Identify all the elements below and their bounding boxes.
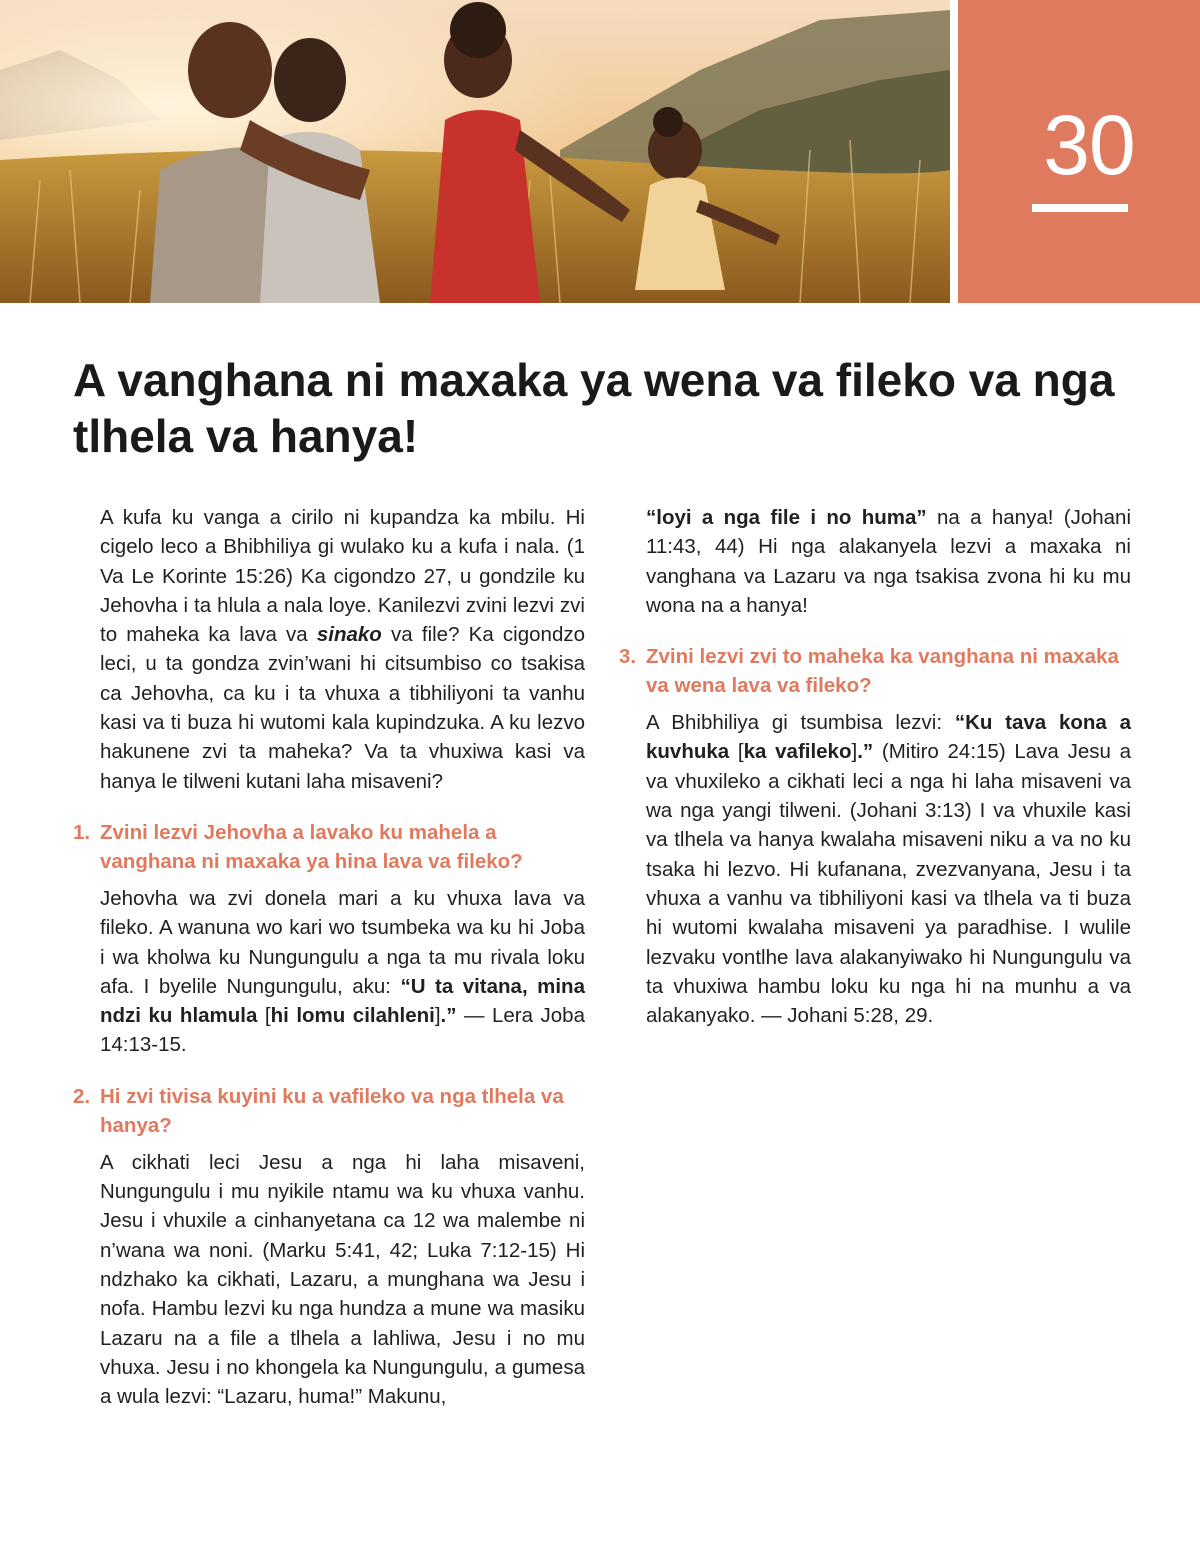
- answer-1-quote-2: hi lomu cilahleni: [270, 1004, 435, 1028]
- answer-3-text-2: (Mitiro 24:15) Lava Jesu a va vhuxileko a cikhati leci a nga hi laha misaveni va wa nga yangi tilweni. (Johani 3:13) I va vhuxile kasi va tlhela va hanya kwalaha misaveni niku a va no ku tsaka hi lezvo. Hi kufanana, zvezvanyana, Jesu i ta vhuxa a vanhu va tibhiliyoni kasi va tlhela va ti buza hi wutomi kwalaha misaveni ya paradhise. I wulile lezvaku vontlhe lava alakanyiwako hi Nungungulu va ta vhuxiwa hambu loku ku nga hi na munhu a va alakanyako. — Johani 5:28, 29.: [646, 740, 1131, 1028]
- family-embrace-illustration: [0, 0, 950, 303]
- page-title: A vanghana ni maxaka ya wena va fileko va nga tlhela va hanya!: [73, 354, 1115, 462]
- question-3-text: Zvini lezvi zvi to maheka ka vanghana ni maxaka va wena lava va fileko?: [646, 645, 1119, 698]
- intro-emphasis: sinako: [316, 623, 382, 647]
- answer-2-quote: “loyi a nga file i no huma”: [646, 506, 927, 529]
- intro-text-1: A kufa ku vanga a cirilo ni kupandza ka mbilu. Hi cigelo leco a Bhibhiliya gi wulako ku a kufa i nala. (1 Va Le Korinte 15:26) Ka cigondzo 27, u gondzile ku Jehovha i ta hlula a nala loye. Kanilezvi zvini lezvi zvi to maheka ka lava va: [100, 506, 585, 647]
- answer-2-paragraph: [73, 1148, 585, 1412]
- answer-1-bracket-open: [: [257, 1004, 271, 1028]
- answer-2-continued: [619, 503, 1131, 620]
- answer-3-quote-end: .”: [857, 740, 874, 764]
- answer-3-paragraph: [619, 708, 1131, 1030]
- answer-2-text-2: na a hanya! (Johani 11:43, 44) Hi nga alakanyela lezvi a maxaka ni vanghana va Lazaru va nga tsakisa zvona hi ku mu wona na a hanya!: [646, 506, 1131, 617]
- question-1-number: 1.: [73, 820, 91, 844]
- question-2-number: 2.: [73, 1084, 91, 1108]
- left-column: [73, 503, 585, 1433]
- question-1-heading: [73, 818, 585, 876]
- question-1-text: Zvini lezvi Jehovha a lavako ku mahela a vanghana ni maxaka ya hina lava va fileko?: [100, 820, 523, 873]
- question-2-text: Hi zvi tivisa kuyini ku a vafileko va nga tlhela va hanya?: [100, 1084, 564, 1137]
- answer-3-quote-2: ka vafileko: [743, 740, 852, 764]
- answer-3-quote-1: “Ku tava kona a kuvhuka: [646, 711, 1131, 764]
- question-3-heading: [619, 642, 1131, 700]
- answer-3-text-1: A Bhibhiliya gi tsumbisa lezvi:: [646, 711, 955, 735]
- answer-3-bracket-open: [: [729, 740, 744, 764]
- answer-2-text-1: A cikhati leci Jesu a nga hi laha misaveni, Nungungulu i mu nyikile ntamu wa ku vhuxa vanhu. Jesu i vhuxile a cinhanyetana ca 12 wa malembe ni n’wana wa noni. (Marku 5:41, 42; Luka 7:12-15) Hi ndzhako ka cikhati, Lazaru, a munghana wa Jesu i nofa. Hambu lezvi ku nga hundza a mune wa masiku Lazaru na a file a tlhela a lahliwa, Jesu i no mu vhuxa. Jesu i no khongela ka Nungungulu, a gumesa a wula lezvi: “Lazaru, huma!” Makunu,: [100, 1150, 585, 1409]
- lesson-number-underline: [1032, 204, 1128, 212]
- intro-text-2: va file? Ka cigondzo leci, u ta gondza zvin’wani hi citsumbiso co tsakisa ca Jehovha, ca ku i ta vhuxa a tibhiliyoni ta vanhu kasi va ti buza hi wutomi kala kupindzuka. A ku lezvo hakunene zvi ta maheka? Va ta vhuxiwa kasi va hanya le tilweni kutani laha misaveni?: [100, 623, 585, 793]
- hero-photo: [0, 0, 950, 303]
- answer-1-quote-1: “U ta vitana, mina ndzi ku hlamula: [100, 974, 585, 1028]
- question-2-heading: [73, 1082, 585, 1140]
- intro-paragraph: [73, 503, 585, 796]
- answer-1-text-1: Jehovha wa zvi donela mari a ku vhuxa lava va fileko. A wanuna wo kari wo tsumbeka wa ku hi Joba i wa kholwa ku Nungungulu a nga ta mu rivala loku afa. I byelile Nungungulu, aku:: [100, 886, 585, 998]
- lesson-number-box: [958, 0, 1200, 303]
- lesson-number: 30: [1043, 98, 1135, 192]
- answer-1-paragraph: [73, 884, 585, 1060]
- question-3-number: 3.: [619, 645, 637, 669]
- answer-1-quote-end: .”: [440, 1004, 457, 1028]
- answer-3-bracket-close: ]: [851, 740, 858, 764]
- answer-1-bracket-close: ]: [434, 1004, 441, 1028]
- right-column: [619, 503, 1131, 1052]
- answer-1-reference: — Lera Joba 14:13-15.: [100, 1004, 585, 1057]
